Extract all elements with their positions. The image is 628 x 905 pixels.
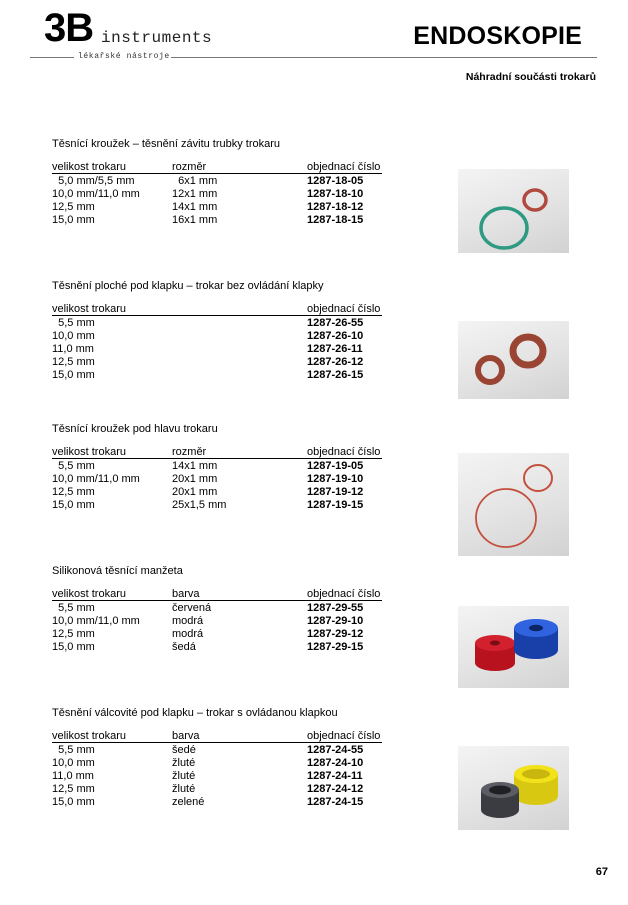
table-row — [52, 356, 412, 369]
section-silicone-cuff — [52, 564, 412, 654]
cell-color: modrá — [172, 615, 204, 627]
cell-order-number: 1287-18-10 — [307, 188, 364, 200]
cell-size: 15,0 mm — [52, 641, 95, 653]
cell-size: 12,5 mm — [52, 201, 95, 213]
column-header: rozměr — [172, 161, 207, 173]
cell-size: 10,0 mm/11,0 mm — [52, 188, 140, 200]
cell-size: 5,5 mm — [52, 744, 95, 756]
section-title: Těsnění ploché pod klapku – trokar bez ovládání klapky — [52, 280, 324, 292]
table-row — [52, 175, 412, 188]
header-rule-left — [30, 57, 74, 58]
cell-color: zelené — [172, 796, 205, 808]
page-title: ENDOSKOPIE — [413, 22, 582, 50]
cylinder-seals-icon — [458, 746, 569, 830]
cell-order-number: 1287-29-12 — [307, 628, 364, 640]
cell-color: žluté — [172, 783, 196, 795]
cell-color: žluté — [172, 757, 196, 769]
cell-order-number: 1287-26-15 — [307, 369, 364, 381]
cell-color: šedá — [172, 641, 196, 653]
cell-order-number: 1287-18-12 — [307, 201, 364, 213]
section-flat-flap-seal — [52, 279, 412, 382]
cell-order-number: 1287-24-12 — [307, 783, 364, 795]
cell-order-number: 1287-19-12 — [307, 486, 364, 498]
table-header — [52, 588, 412, 602]
cell-color: modrá — [172, 628, 204, 640]
cell-order-number: 1287-26-55 — [307, 317, 364, 329]
product-photo-green-and-red-o-rings — [458, 169, 569, 253]
section-title: Těsnící kroužek pod hlavu trokaru — [52, 423, 218, 435]
table-row — [52, 744, 412, 757]
table-row — [52, 783, 412, 796]
table-row — [52, 460, 412, 473]
cell-dimension: 16x1 mm — [172, 214, 218, 226]
cell-size: 10,0 mm/11,0 mm — [52, 615, 140, 627]
page-subtitle: Náhradní součásti trokarů — [465, 71, 596, 83]
cell-size: 12,5 mm — [52, 486, 95, 498]
cell-size: 11,0 mm — [52, 343, 94, 355]
column-header: objednací číslo — [307, 588, 381, 600]
section-thread-seal-ring — [52, 137, 412, 227]
flat-seals-icon — [458, 321, 569, 399]
table-row — [52, 201, 412, 214]
section-cylinder-flap-seal — [52, 706, 412, 809]
product-photo-silicone-cuffs — [458, 606, 569, 688]
cell-size: 12,5 mm — [52, 783, 95, 795]
column-header: velikost trokaru — [52, 446, 126, 458]
table-row — [52, 796, 412, 809]
table-row — [52, 330, 412, 343]
table-row — [52, 343, 412, 356]
table-row — [52, 317, 412, 330]
o-rings-icon — [458, 169, 569, 253]
logo-mark: 3B — [44, 6, 94, 50]
cell-dimension: 12x1 mm — [172, 188, 218, 200]
column-header: objednací číslo — [307, 446, 381, 458]
table-row — [52, 628, 412, 641]
cell-color: červená — [172, 602, 212, 614]
logo-subtitle: lékařské nástroje — [78, 52, 170, 61]
cell-size: 15,0 mm — [52, 499, 95, 511]
cell-dimension: 20x1 mm — [172, 486, 218, 498]
cell-order-number: 1287-29-10 — [307, 615, 364, 627]
cell-order-number: 1287-24-55 — [307, 744, 364, 756]
section-title: Těsnění válcovité pod klapku – trokar s ovládanou klapkou — [52, 707, 338, 719]
column-header: barva — [172, 588, 200, 600]
cell-order-number: 1287-26-11 — [307, 343, 363, 355]
silicone-cuffs-icon — [458, 606, 569, 688]
column-header: velikost trokaru — [52, 730, 126, 742]
cell-order-number: 1287-26-10 — [307, 330, 364, 342]
cell-size: 5,5 mm — [52, 460, 95, 472]
header-rule-right — [171, 57, 597, 58]
thin-rings-icon — [458, 453, 569, 556]
cell-dimension: 14x1 mm — [172, 201, 218, 213]
product-photo-flat-red-seals — [458, 321, 569, 399]
table-header — [52, 161, 412, 175]
column-header: velikost trokaru — [52, 588, 126, 600]
cell-order-number: 1287-24-10 — [307, 757, 364, 769]
cell-dimension: 20x1 mm — [172, 473, 218, 485]
page-number: 67 — [595, 866, 608, 878]
cell-color: žluté — [172, 770, 196, 782]
cell-order-number: 1287-29-55 — [307, 602, 364, 614]
column-header: barva — [172, 730, 200, 742]
column-header: rozměr — [172, 446, 207, 458]
cell-size: 12,5 mm — [52, 356, 95, 368]
logo-word: instruments — [101, 29, 213, 47]
cell-order-number: 1287-24-11 — [307, 770, 363, 782]
table-row — [52, 369, 412, 382]
cell-color: šedé — [172, 744, 196, 756]
product-photo-cylinder-seals — [458, 746, 569, 830]
cell-size: 10,0 mm/11,0 mm — [52, 473, 140, 485]
column-header: velikost trokaru — [52, 303, 126, 315]
cell-order-number: 1287-18-15 — [307, 214, 364, 226]
table-row — [52, 486, 412, 499]
table-row — [52, 615, 412, 628]
cell-size: 15,0 mm — [52, 214, 95, 226]
cell-order-number: 1287-24-15 — [307, 796, 364, 808]
cell-size: 15,0 mm — [52, 796, 95, 808]
cell-size: 5,5 mm — [52, 317, 95, 329]
column-header: objednací číslo — [307, 303, 381, 315]
section-title: Těsnící kroužek – těsnění závitu trubky trokaru — [52, 138, 281, 150]
table-header — [52, 303, 412, 317]
cell-dimension: 25x1,5 mm — [172, 499, 227, 511]
table-header — [52, 730, 412, 744]
column-header: objednací číslo — [307, 161, 381, 173]
cell-size: 11,0 mm — [52, 770, 94, 782]
table-header — [52, 446, 412, 460]
product-photo-thin-red-o-rings — [458, 453, 569, 556]
cell-size: 5,0 mm/5,5 mm — [52, 175, 135, 187]
cell-order-number: 1287-19-10 — [307, 473, 364, 485]
cell-order-number: 1287-26-12 — [307, 356, 364, 368]
section-head-seal-ring — [52, 422, 412, 512]
cell-size: 10,0 mm — [52, 757, 95, 769]
cell-order-number: 1287-29-15 — [307, 641, 364, 653]
table-row — [52, 641, 412, 654]
table-row — [52, 602, 412, 615]
cell-size: 12,5 mm — [52, 628, 95, 640]
cell-order-number: 1287-19-15 — [307, 499, 364, 511]
table-row — [52, 499, 412, 512]
table-row — [52, 473, 412, 486]
table-row — [52, 188, 412, 201]
cell-size: 5,5 mm — [52, 602, 95, 614]
cell-order-number: 1287-19-05 — [307, 460, 364, 472]
cell-dimension: 6x1 mm — [172, 175, 218, 187]
cell-size: 15,0 mm — [52, 369, 95, 381]
cell-size: 10,0 mm — [52, 330, 95, 342]
column-header: objednací číslo — [307, 730, 381, 742]
table-row — [52, 757, 412, 770]
table-row — [52, 214, 412, 227]
table-row — [52, 770, 412, 783]
section-title: Silikonová těsnící manžeta — [52, 565, 183, 577]
cell-order-number: 1287-18-05 — [307, 175, 364, 187]
column-header: velikost trokaru — [52, 161, 126, 173]
cell-dimension: 14x1 mm — [172, 460, 218, 472]
